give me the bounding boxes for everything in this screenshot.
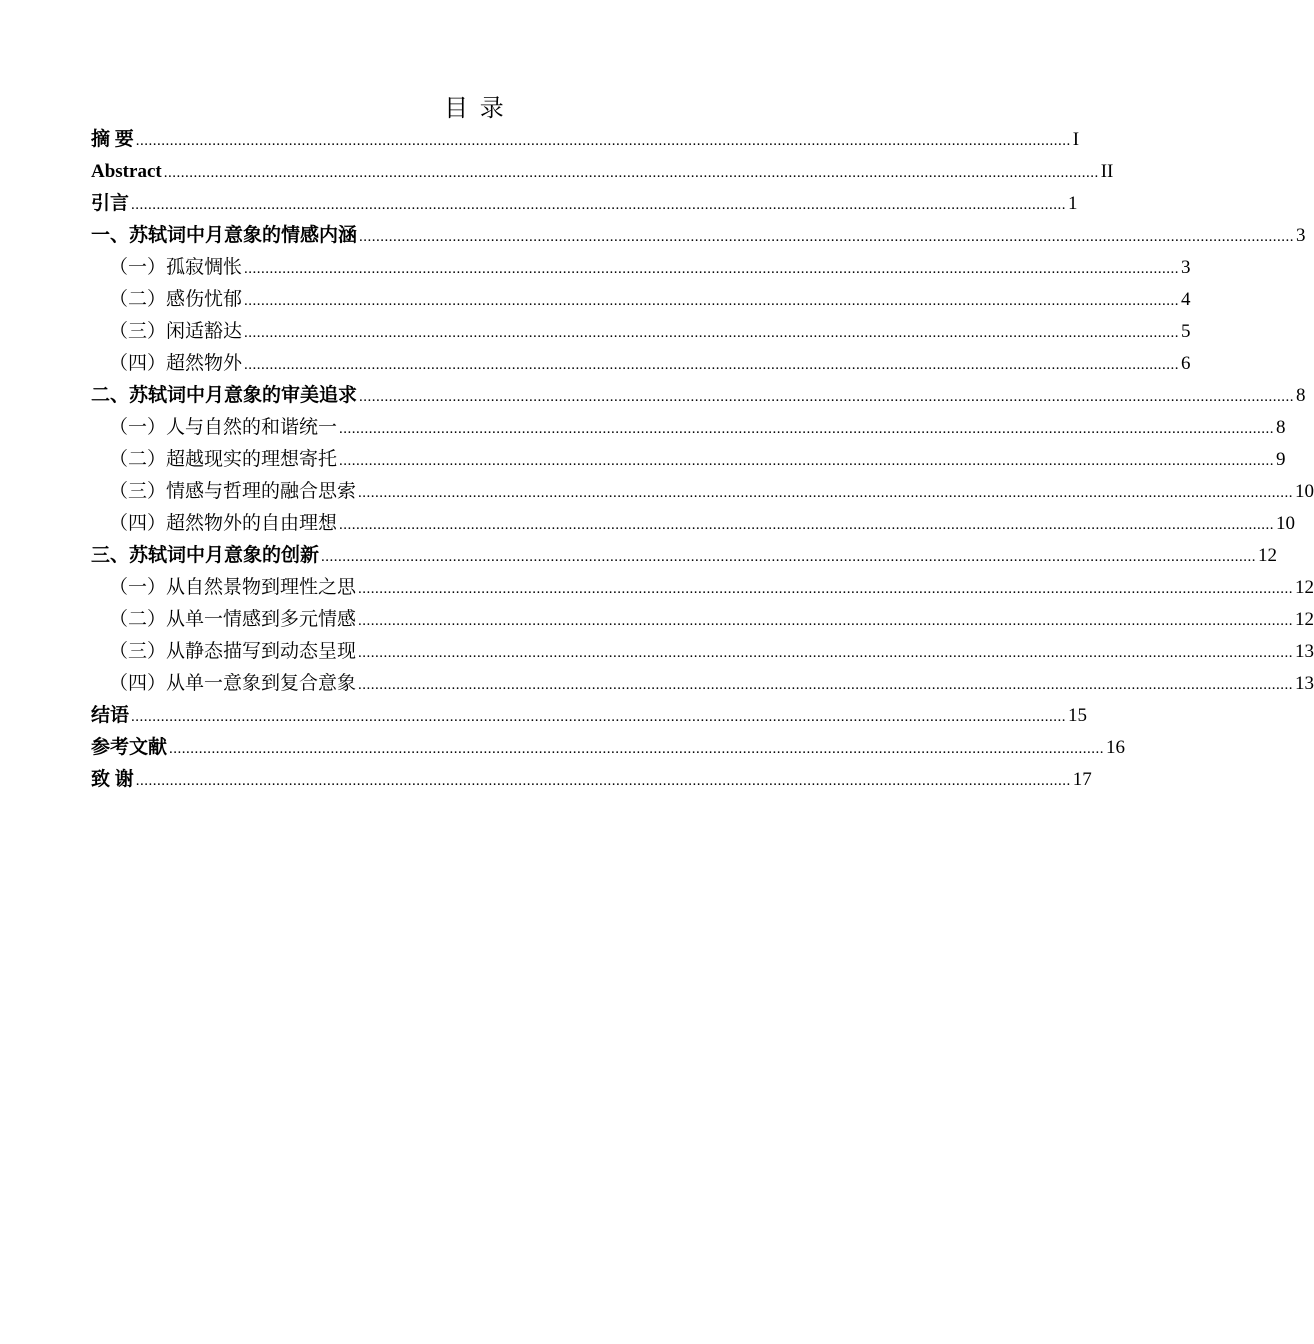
toc-entry-label: （二）超越现实的理想寄托: [109, 449, 338, 470]
dot-leader: ............................................................................................................................................................................................................................: [169, 741, 1105, 757]
toc-entry-label: 参考文献: [91, 737, 168, 758]
toc-entry-conclusion[interactable]: [91, 700, 1088, 732]
dot-leader: ............................................................................................................................................................................................................................: [135, 133, 1071, 149]
toc-entry-section-2-1[interactable]: [91, 412, 1286, 444]
dot-leader: ............................................................................................................................................................................................................................: [358, 581, 1294, 597]
toc-entry-chapter-1[interactable]: [91, 220, 1306, 252]
toc-entry-label: 致 谢: [91, 769, 134, 790]
toc-entry-page: 12: [1295, 609, 1314, 630]
dot-leader: ............................................................................................................................................................................................................................: [339, 453, 1275, 469]
toc-entry-label: （一）从自然景物到理性之思: [109, 577, 357, 598]
toc-entry-label: 摘 要: [91, 129, 134, 150]
toc-entry-page: 13: [1295, 673, 1314, 694]
toc-entry-section-1-3[interactable]: [91, 316, 1191, 348]
toc-entry-label: （二）感伤忧郁: [109, 289, 243, 310]
toc-entry-section-3-4[interactable]: [91, 668, 1314, 700]
toc-entry-label: （四）从单一意象到复合意象: [109, 673, 357, 694]
toc-entry-page: 10: [1276, 513, 1296, 534]
toc-entry-page: 10: [1295, 481, 1314, 502]
toc-entry-section-2-4[interactable]: [91, 508, 1296, 540]
toc-entry-chapter-3[interactable]: [91, 540, 1278, 572]
toc-entry-page: 3: [1181, 257, 1191, 278]
toc-entry-label: （二）从单一情感到多元情感: [109, 609, 357, 630]
toc-entry-page: 8: [1276, 417, 1286, 438]
toc-entry-page: II: [1100, 161, 1114, 182]
toc-entry-section-3-3[interactable]: [91, 636, 1314, 668]
toc-entry-page: 3: [1296, 225, 1306, 246]
toc-entry-label: （四）超然物外: [109, 353, 243, 374]
toc-entry-section-2-3[interactable]: [91, 476, 1314, 508]
toc-entry-page: 17: [1072, 769, 1092, 790]
dot-leader: ............................................................................................................................................................................................................................: [358, 677, 1294, 693]
dot-leader: ............................................................................................................................................................................................................................: [359, 389, 1295, 405]
dot-leader: ............................................................................................................................................................................................................................: [244, 261, 1180, 277]
dot-leader: ............................................................................................................................................................................................................................: [358, 645, 1294, 661]
toc-entry-page: I: [1072, 129, 1080, 150]
dot-leader: ............................................................................................................................................................................................................................: [339, 421, 1275, 437]
toc-entry-label: （三）情感与哲理的融合思索: [109, 481, 357, 502]
toc-entry-chapter-2[interactable]: [91, 380, 1306, 412]
toc-entry-label: （四）超然物外的自由理想: [109, 513, 338, 534]
dot-leader: ............................................................................................................................................................................................................................: [135, 773, 1071, 789]
dot-leader: ............................................................................................................................................................................................................................: [244, 293, 1180, 309]
toc-title: 目 录: [444, 94, 506, 122]
toc-entry-page: 9: [1276, 449, 1286, 470]
dot-leader: ............................................................................................................................................................................................................................: [339, 517, 1275, 533]
toc-entry-section-3-1[interactable]: [91, 572, 1314, 604]
toc-entry-page: 13: [1295, 641, 1314, 662]
toc-entry-label: （一）人与自然的和谐统一: [109, 417, 338, 438]
toc-entry-section-1-4[interactable]: [91, 348, 1191, 380]
toc-entry-label: 三、苏轼词中月意象的创新: [91, 545, 320, 566]
toc-entry-acknowledgements[interactable]: [91, 764, 1092, 796]
dot-leader: ............................................................................................................................................................................................................................: [131, 197, 1067, 213]
toc-entry-section-3-2[interactable]: [91, 604, 1314, 636]
dot-leader: ............................................................................................................................................................................................................................: [321, 549, 1257, 565]
toc-entry-page: 8: [1296, 385, 1306, 406]
toc-entry-page: 1: [1068, 193, 1078, 214]
dot-leader: ............................................................................................................................................................................................................................: [244, 357, 1180, 373]
toc-entry-page: 6: [1181, 353, 1191, 374]
toc-entry-page: 12: [1258, 545, 1278, 566]
toc-entry-references[interactable]: [91, 732, 1126, 764]
dot-leader: ............................................................................................................................................................................................................................: [244, 325, 1180, 341]
dot-leader: ............................................................................................................................................................................................................................: [359, 229, 1295, 245]
toc-entry-label: （三）闲适豁达: [109, 321, 243, 342]
toc-entry-page: 15: [1068, 705, 1088, 726]
toc-entry-label: （三）从静态描写到动态呈现: [109, 641, 357, 662]
toc-entry-page: 4: [1181, 289, 1191, 310]
toc-entry-label: 引言: [91, 193, 130, 214]
toc-entry-abstract-en[interactable]: [91, 156, 1114, 188]
toc-entry-label: 结语: [91, 705, 130, 726]
toc-entry-section-1-1[interactable]: [91, 252, 1191, 284]
toc-entry-section-2-2[interactable]: [91, 444, 1286, 476]
toc-entry-page: 16: [1106, 737, 1126, 758]
toc-entry-page: 12: [1295, 577, 1314, 598]
toc-entry-label: 二、苏轼词中月意象的审美追求: [91, 385, 358, 406]
dot-leader: ............................................................................................................................................................................................................................: [358, 613, 1294, 629]
dot-leader: ............................................................................................................................................................................................................................: [131, 709, 1067, 725]
toc-entry-section-1-2[interactable]: [91, 284, 1191, 316]
dot-leader: ............................................................................................................................................................................................................................: [358, 485, 1294, 501]
toc-entry-abstract-cn[interactable]: [91, 124, 1080, 156]
table-of-contents: [91, 124, 1314, 796]
toc-entry-introduction[interactable]: [91, 188, 1078, 220]
dot-leader: ............................................................................................................................................................................................................................: [163, 165, 1099, 181]
toc-entry-page: 5: [1181, 321, 1191, 342]
toc-entry-label: （一）孤寂惆怅: [109, 257, 243, 278]
toc-entry-label: 一、苏轼词中月意象的情感内涵: [91, 225, 358, 246]
toc-entry-label: Abstract: [91, 161, 162, 182]
